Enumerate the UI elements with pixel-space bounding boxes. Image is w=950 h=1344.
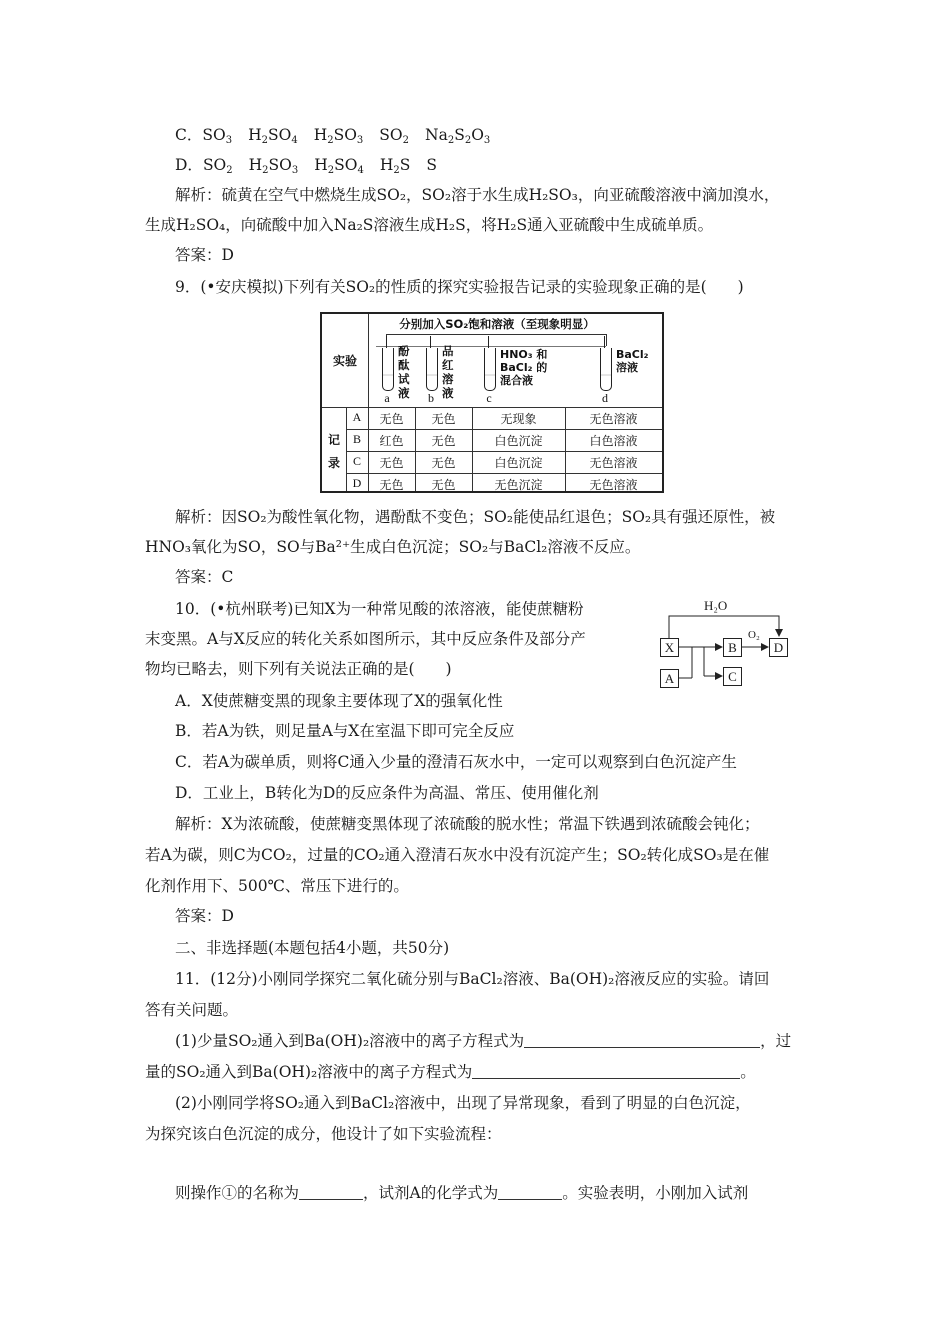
table-cell: 红色 [379,434,404,448]
node-x: X [660,638,679,657]
experiment-table [320,312,664,493]
q10-stem-line3: 物均已略去，则下列有关说法正确的是( ) [145,660,452,678]
q9-analysis-line2: HNO₃氧化为SO，SO与Ba²⁺生成白色沉淀；SO₂与BaCl₂溶液不反应。 [145,538,641,556]
q11-part3-text-b: ，试剂A的化学式为 [363,1184,499,1202]
table-cell: 白色溶液 [589,434,638,448]
option-d: D．$SO_2$ $H_2SO_3$ $H_2SO_4$ $H_2S$ S [175,156,438,176]
q11-part1-line2 [145,1061,756,1083]
table-cell: 无色 [379,456,404,470]
answer-blank-4[interactable] [498,1185,562,1200]
q10-analysis-line3: 化剂作用下、500℃、常压下进行的。 [145,877,409,895]
q10-analysis-line1: 解析：X为浓硫酸，使蔗糖变黑体现了浓硫酸的脱水性；常温下铁遇到浓硫酸会钝化； [175,815,760,833]
formula-item: $H_2SO_3$ [248,156,299,176]
h2o-label: H₂O [704,598,728,613]
test-tube-icon [484,348,496,391]
row-key: B [352,432,361,446]
table-cell: 无色 [431,478,456,492]
conversion-diagram [652,598,792,693]
formula-item: $SO_2$ [379,126,409,146]
formula-item: $H_2SO_4$ [248,126,298,146]
row-key: A [352,410,362,424]
exp-label: 实验 [332,354,357,368]
q9-analysis-line1: 解析：因SO₂为酸性氧化物，遇酚酞不变色；SO₂能使品红退色；SO₂具有强还原性，被 [175,508,776,526]
row-key: C [352,454,361,468]
formula-item: $SO_3$ [202,126,233,146]
q11-part1-text-c: 量的SO₂通入到Ba(OH)₂溶液中的离子方程式为 [145,1063,473,1081]
record-label-2: 录 [327,456,340,470]
q10-answer: 答案：D [175,907,234,925]
table-cell: 白色沉淀 [494,434,543,448]
formula-item: $Na_2S_2O_3$ [425,126,491,146]
tube-reagent: BaCl₂ 溶液 [616,348,649,374]
table-cell: 无色 [431,412,456,426]
q11-stem-line1: 11．(12分)小刚同学探究二氧化硫分别与BaCl₂溶液、Ba(OH)₂溶液反应的实验。请回 [175,970,770,988]
formula-item: $H_2SO_3$ [313,126,364,146]
row-key: D [352,476,362,490]
q11-part1-line1 [175,1030,791,1052]
q11-part3-text-c: 。实验表明，小刚加入试剂 [562,1184,749,1202]
node-a: A [660,669,679,688]
table-cell: 无色溶液 [589,412,638,426]
record-label-1: 记 [327,433,340,447]
q8-analysis-line1: 解析：硫黄在空气中燃烧生成SO₂，SO₂溶于水生成H₂SO₃，向亚硫酸溶液中滴加溴水， [175,186,780,204]
table-cell: 无色沉淀 [494,478,543,492]
q10-option-d: D．工业上，B转化为D的反应条件为高温、常压、使用催化剂 [175,784,599,802]
option-c: C．$SO_3$ $H_2SO_4$ $H_2SO_3$ $SO_2$ $Na_2S_2O_3$ [175,126,491,146]
node-b: B [723,638,742,657]
tube-reagent: HNO₃ 和 BaCl₂ 的 混合液 [500,348,548,387]
q8-answer: 答案：D [175,246,234,264]
test-tube-icon [426,348,438,391]
q11-part3-text-a: 则操作①的名称为 [175,1184,300,1202]
q10-stem-line1: 10．(•杭州联考)已知X为一种常见酸的浓溶液，能使蔗糖粉 [175,600,584,618]
answer-blank-1[interactable] [524,1033,760,1048]
q11-part1-text-d: 。 [740,1063,756,1081]
q9-stem: 9．(•安庆模拟)下列有关SO₂的性质的探究实验报告记录的实验现象正确的是( ) [175,278,744,296]
test-tube-icon [382,348,394,391]
tube-letter: d [602,391,608,405]
node-c: C [723,667,742,686]
q11-part2-line2: 为探究该白色沉淀的成分，他设计了如下实验流程： [145,1125,502,1143]
table-cell: 无现象 [500,412,537,426]
formula-item: S [426,156,438,174]
test-tube-icon [600,348,612,391]
q10-stem-line2: 末变黑。A与X反应的转化关系如图所示，其中反应条件及部分产 [145,630,586,648]
answer-blank-3[interactable] [299,1185,363,1200]
tube-letter: c [486,391,492,405]
table-cell: 白色沉淀 [494,456,543,470]
formula-item: $H_2S$ [379,156,411,176]
formula-item: $H_2SO_4$ [314,156,364,176]
q8-analysis-line2: 生成H₂SO₄，向硫酸中加入Na₂S溶液生成H₂S，将H₂S通入亚硫酸中生成硫单质。 [145,216,714,234]
q11-part2-line1: (2)小刚同学将SO₂通入到BaCl₂溶液中，出现了异常现象，看到了明显的白色沉淀， [175,1094,751,1112]
q11-part3-line1 [175,1182,748,1204]
q11-stem-line2: 答有关问题。 [145,1001,239,1019]
table-cell: 无色 [379,412,404,426]
q10-analysis-line2: 若A为碳，则C为CO₂，过量的CO₂通入澄清石灰水中没有沉淀产生；SO₂转化成SO₃是在催 [145,846,770,864]
q10-option-b: B．若A为铁，则足量A与X在室温下即可完全反应 [175,722,515,740]
formula-item: $SO_2$ [202,156,233,176]
node-d: D [769,638,788,657]
tube-letter: a [384,391,390,405]
header-top: 分别加入SO₂饱和溶液（至现象明显） [399,317,595,331]
table-cell: 无色溶液 [589,456,638,470]
table-cell: 无色 [431,456,456,470]
table-cell: 无色 [431,434,456,448]
section-heading: 二、非选择题(本题包括4小题，共50分) [175,939,450,957]
tube-letter: b [428,391,434,405]
tube-reagent: 品 红 溶 液 [442,344,454,400]
q10-option-a: A．X使蔗糖变黑的现象主要体现了X的强氧化性 [175,692,503,710]
table-cell: 无色 [379,478,404,492]
q9-answer: 答案：C [175,568,234,586]
o2-label: O₂ [748,629,760,641]
answer-blank-2[interactable] [472,1064,740,1079]
table-cell: 无色溶液 [589,478,638,492]
q11-part1-text-a: (1)少量SO₂通入到Ba(OH)₂溶液中的离子方程式为 [175,1032,525,1050]
q10-option-c: C．若A为碳单质，则将C通入少量的澄清石灰水中，一定可以观察到白色沉淀产生 [175,753,737,771]
q11-part1-text-b: ，过 [760,1032,792,1050]
tube-reagent: 酚 酞 试 液 [398,344,410,400]
